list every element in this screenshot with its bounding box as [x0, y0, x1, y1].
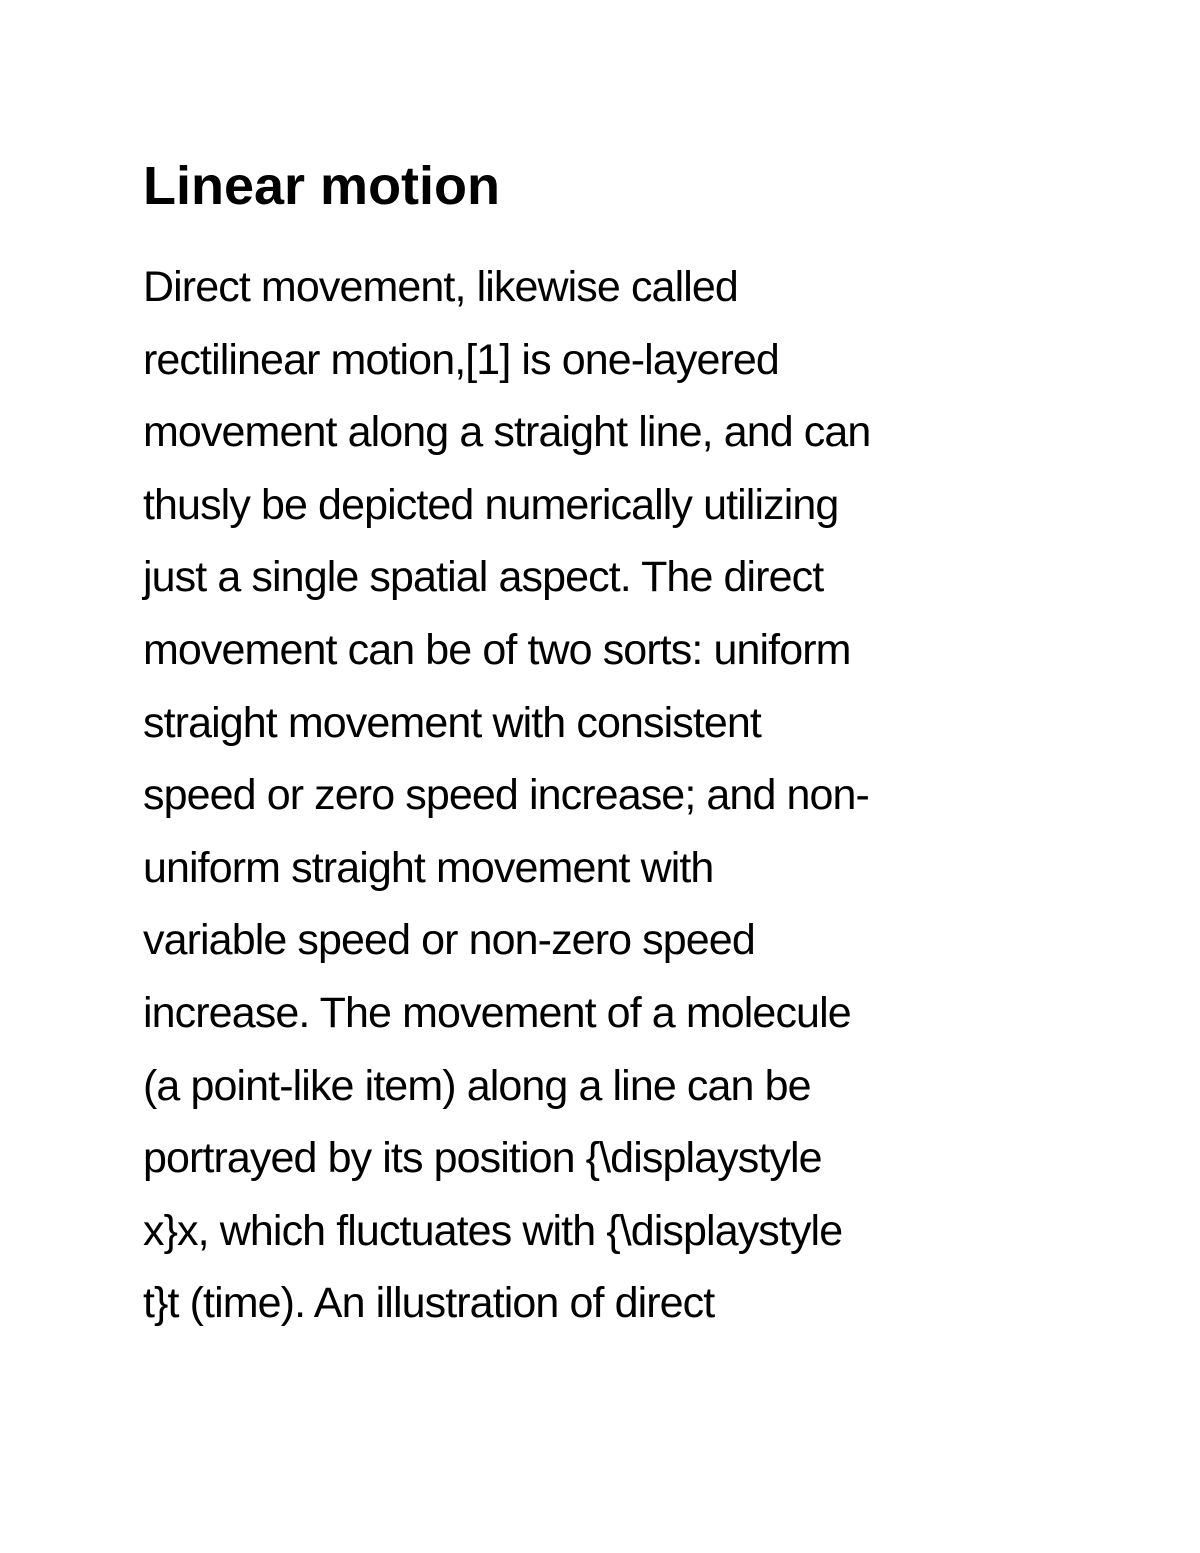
paragraph-line: t}t (time). An illustration of direct: [143, 1279, 715, 1328]
paragraph-line: speed or zero speed increase; and non-: [143, 771, 869, 820]
paragraph-line: straight movement with consistent: [143, 698, 761, 747]
paragraph-line: uniform straight movement with: [143, 843, 714, 892]
paragraph-line: x}x, which fluctuates with {\displaystyle: [143, 1206, 843, 1255]
paragraph-line: (a point-like item) along a line can be: [143, 1061, 811, 1110]
paragraph-line: just a single spatial aspect. The direct: [143, 553, 824, 602]
body-paragraph: [143, 253, 870, 1342]
paragraph-line: increase. The movement of a molecule: [143, 988, 851, 1037]
paragraph-line: movement can be of two sorts: uniform: [143, 625, 851, 674]
paragraph-line: variable speed or non-zero speed: [143, 916, 755, 965]
paragraph-line: rectilinear motion,[1] is one-layered: [143, 335, 779, 384]
paragraph-line: movement along a straight line, and can: [143, 408, 871, 457]
paragraph-line: thusly be depicted numerically utilizing: [143, 480, 839, 529]
paragraph-line: portrayed by its position {\displaystyle: [143, 1134, 822, 1183]
paragraph-line: Direct movement, likewise called: [143, 263, 738, 311]
document-heading: Linear motion: [143, 156, 501, 216]
